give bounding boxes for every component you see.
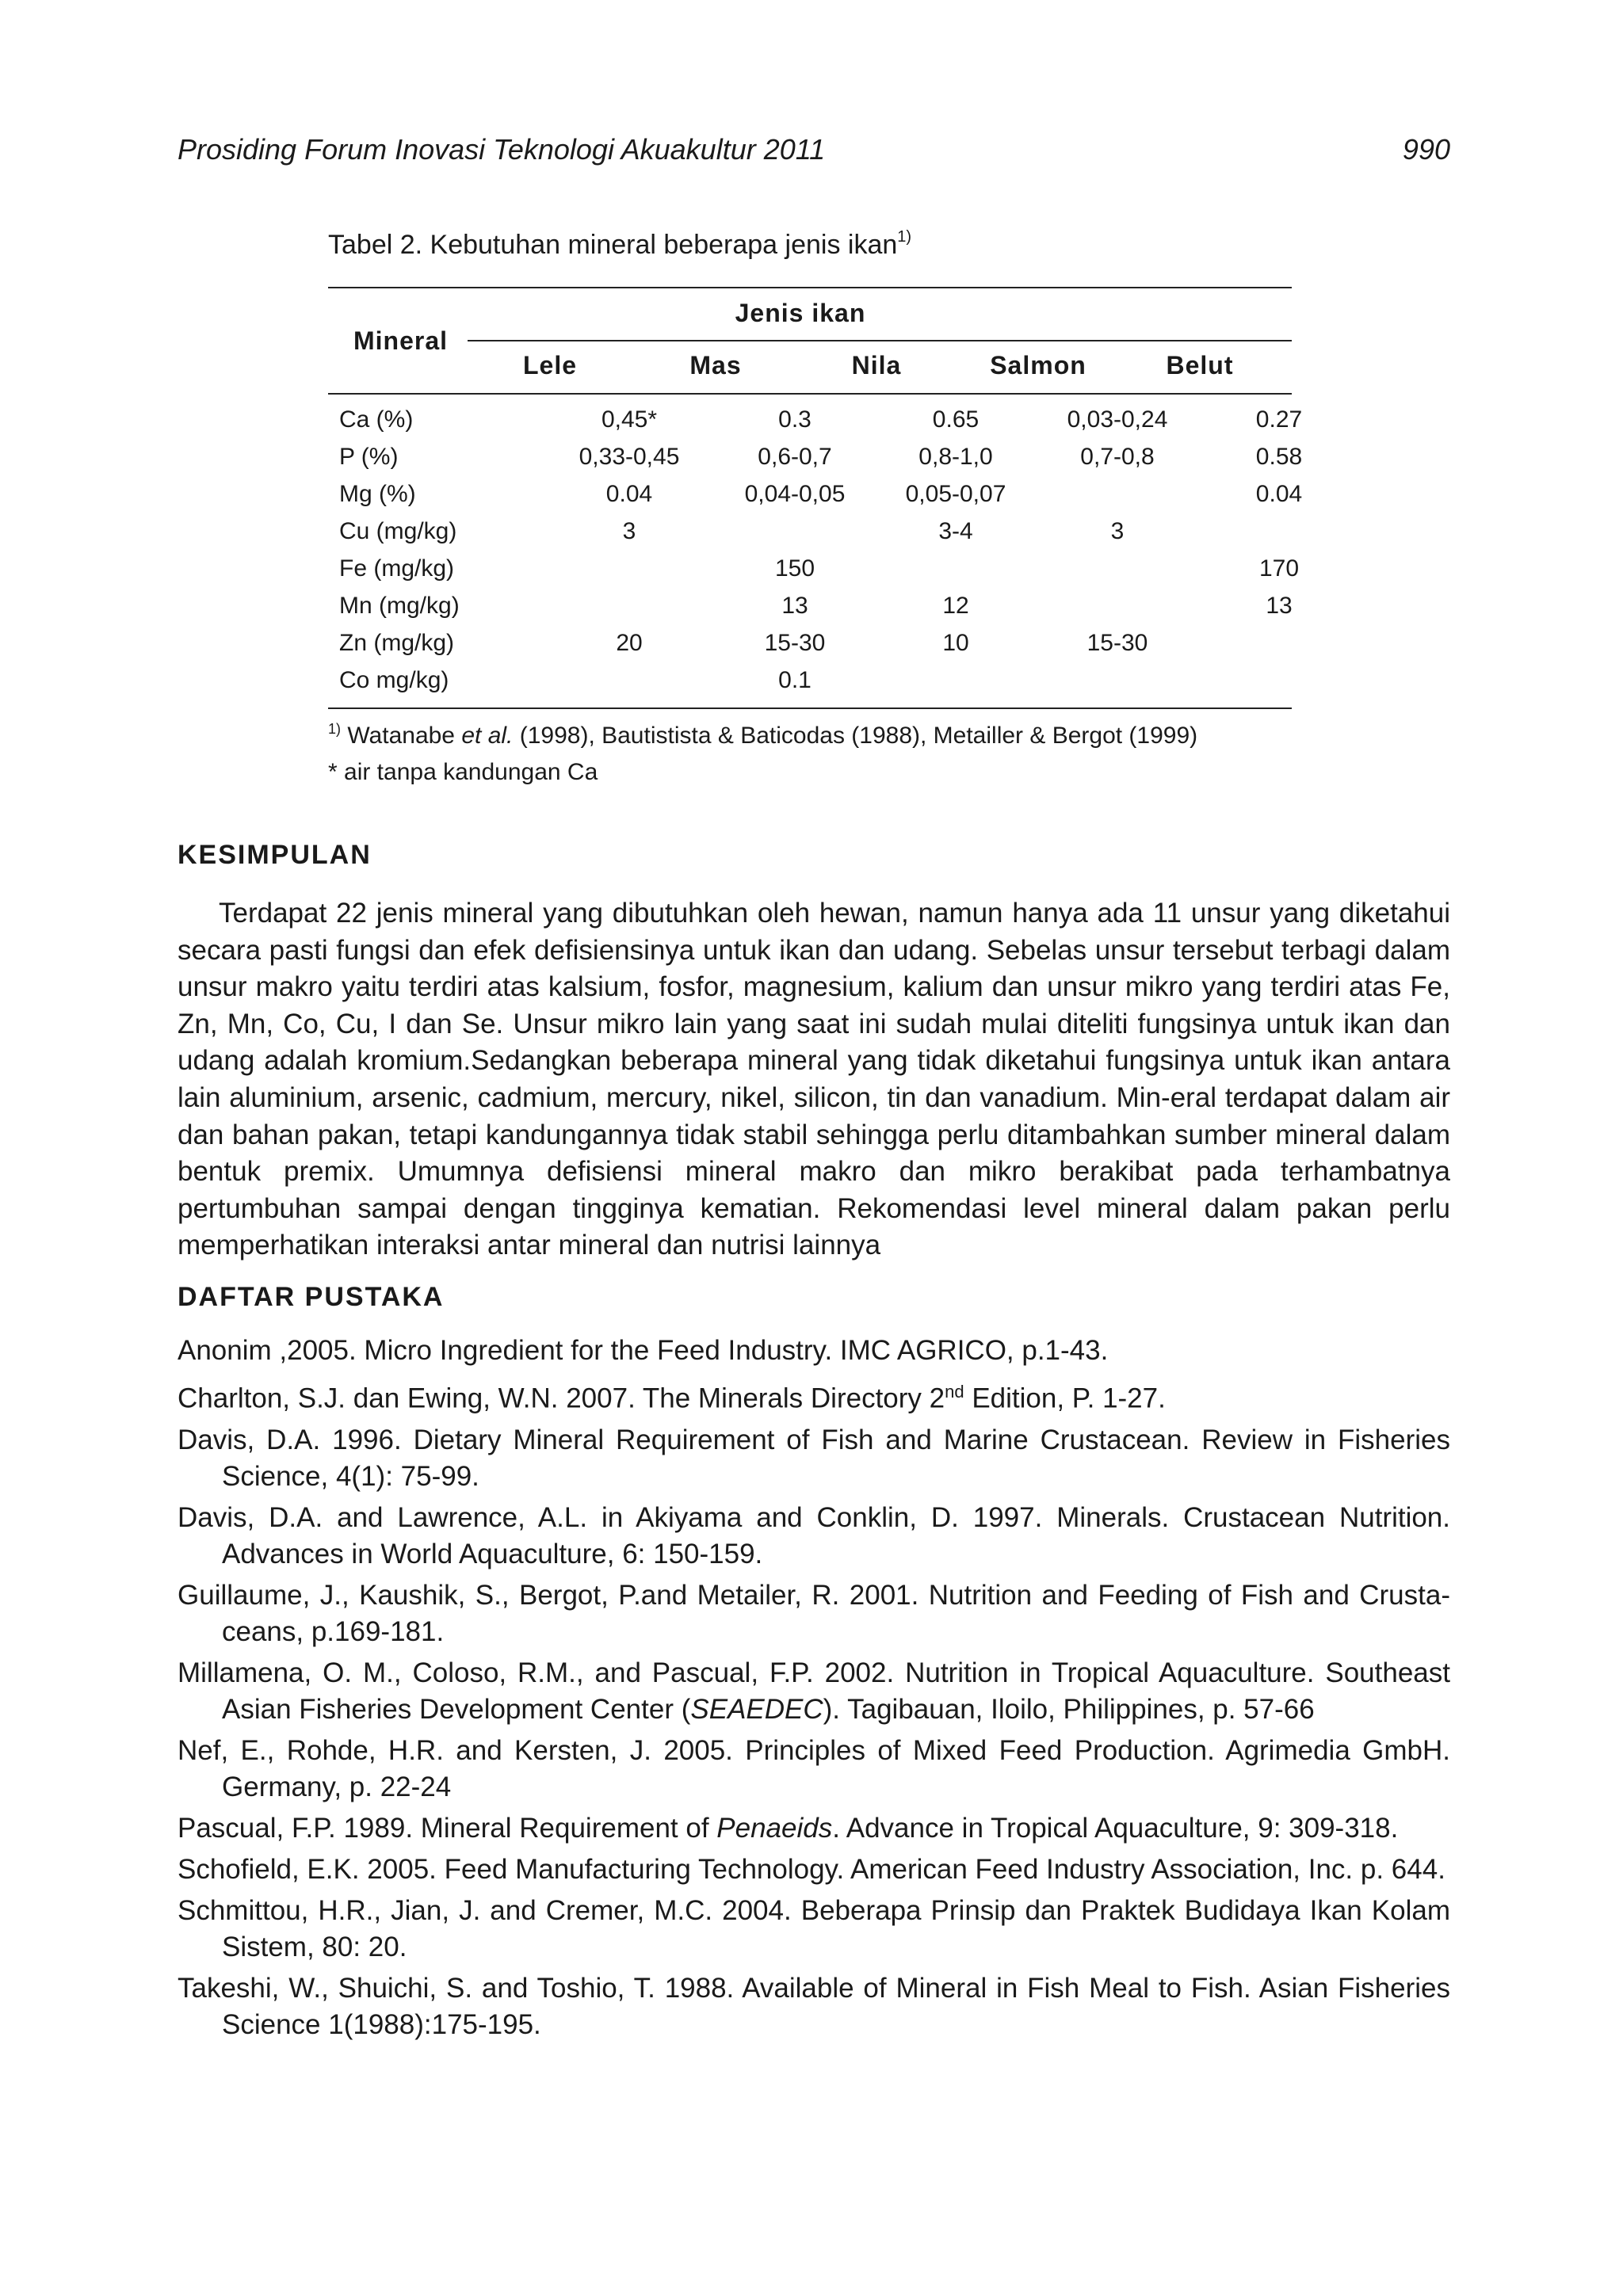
reference-italic: Penaeids: [716, 1812, 833, 1844]
reference-item: [178, 1810, 1450, 1847]
table-row: [328, 593, 1292, 629]
row-label: P (%): [339, 444, 399, 470]
table-group-rule: [468, 340, 1292, 341]
reference-text: Millamena, O. M., Coloso, R.M., and Pascual, F.P. 2002. Nutrition in Tropical Aquaculture. Southeast Asian Fisheries Development Center (: [178, 1657, 1450, 1725]
table-cell: 13: [781, 593, 808, 619]
reference-text: Edition, P. 1-27.: [964, 1383, 1166, 1414]
daftar-pustaka-heading: DAFTAR PUSTAKA: [178, 1282, 445, 1312]
footnote-text-b: (1998), Bautistista & Baticodas (1988), Metailler & Bergot (1999): [513, 723, 1198, 749]
table-cell: 0.58: [1255, 444, 1303, 470]
footnote-marker: 1): [328, 721, 342, 737]
table-cell: 0,04-0,05: [744, 481, 846, 507]
table-cell: 3-4: [938, 518, 973, 544]
table-bottom-rule: [328, 707, 1292, 709]
table-cell: 15-30: [764, 630, 826, 656]
table-cell: 0.04: [1255, 481, 1303, 507]
row-label: Zn (mg/kg): [339, 630, 455, 656]
table-cell: 3: [1110, 518, 1125, 544]
reference-item: Takeshi, W., Shuichi, S. and Toshio, T. 1988. Available of Mineral in Fish Meal to Fish. Asian Fisheries Science 1(1988):175-195.: [178, 1972, 1450, 2040]
table-cell: 0.3: [778, 406, 812, 433]
table-cell: 0,45*: [601, 406, 658, 433]
reference-item: Anonim ,2005. Micro Ingredient for the Feed Industry. IMC AGRICO, p.1-43.: [178, 1335, 1109, 1366]
running-head: [178, 133, 1450, 173]
table-footnote-asterisk: * air tanpa kandungan Ca: [328, 759, 598, 785]
reference-italic: SEAEDEC: [690, 1693, 823, 1725]
header-mineral: Mineral: [353, 326, 449, 355]
table-caption-sup: 1): [897, 228, 912, 246]
journal-title: Prosiding Forum Inovasi Teknologi Akuakultur 2011: [178, 133, 826, 166]
table-header-rule: [328, 393, 1292, 395]
table-cell: 15-30: [1086, 630, 1148, 656]
table-row: [328, 481, 1303, 517]
kesimpulan-heading: KESIMPULAN: [178, 840, 372, 870]
reference-text: Charlton, S.J. dan Ewing, W.N. 2007. The Minerals Directory 2: [178, 1383, 945, 1414]
table-row: [328, 444, 1303, 480]
table-cell: 0.1: [778, 667, 812, 693]
reference-text: ). Tagibauan, Iloilo, Philippines, p. 57-66: [823, 1693, 1315, 1725]
reference-text: . Advance in Tropical Aquaculture, 9: 309-318.: [832, 1812, 1399, 1844]
row-label: Fe (mg/kg): [339, 555, 455, 582]
table-cell: 13: [1266, 593, 1293, 619]
row-label: Mn (mg/kg): [339, 593, 460, 619]
reference-item: Schofield, E.K. 2005. Feed Manufacturing Technology. American Feed Industry Association, Inc. p. 644.: [178, 1853, 1445, 1885]
footnote-text-a: Watanabe: [341, 723, 462, 749]
reference-item: Guillaume, J., Kaushik, S., Bergot, P.and Metailer, R. 2001. Nutrition and Feeding of Fish and Crusta-ceans, p.169-181.: [178, 1579, 1450, 1647]
table-cell: 0,8-1,0: [918, 444, 993, 470]
table-row: [328, 518, 1292, 555]
row-label: Mg (%): [339, 481, 416, 507]
table-row: [328, 667, 1292, 704]
table-cell: 20: [616, 630, 643, 656]
table-cell: 10: [942, 630, 969, 656]
table-cell: 0,05-0,07: [905, 481, 1006, 507]
reference-item: Nef, E., Rohde, H.R. and Kersten, J. 2005. Principles of Mixed Feed Production. Agrimedia GmbH. Germany, p. 22-24: [178, 1734, 1450, 1802]
reference-item: Davis, D.A. 1996. Dietary Mineral Requirement of Fish and Marine Crustacean. Review in Fisheries Science, 4(1): 75-99.: [178, 1424, 1450, 1492]
table-footnote-source: [328, 723, 1197, 749]
footnote-text-italic: et al.: [461, 723, 514, 749]
reference-sup: nd: [945, 1382, 964, 1402]
table-top-rule: [328, 287, 1292, 288]
table-cell: 0,33-0,45: [579, 444, 680, 470]
header-nila: Nila: [851, 351, 902, 379]
table-caption: [328, 230, 911, 261]
table-cell: 0.65: [932, 406, 980, 433]
table-caption-text: Tabel 2. Kebutuhan mineral beberapa jenis ikan: [328, 230, 898, 260]
table-cell: 0,7-0,8: [1080, 444, 1155, 470]
table-row: [328, 406, 1303, 443]
table-cell: 12: [942, 593, 969, 619]
reference-item: [178, 1374, 1450, 1417]
table-cell: 3: [622, 518, 636, 544]
table-cell: 0.27: [1255, 406, 1303, 433]
row-label: Co mg/kg): [339, 667, 449, 693]
row-label: Ca (%): [339, 406, 414, 433]
header-salmon: Salmon: [990, 351, 1086, 379]
table-cell: 150: [774, 555, 815, 582]
reference-text: Pascual, F.P. 1989. Mineral Requirement of: [178, 1812, 717, 1844]
table-cell: 0,6-0,7: [758, 444, 832, 470]
header-mas: Mas: [689, 351, 742, 379]
reference-item: Davis, D.A. and Lawrence, A.L. in Akiyama and Conklin, D. 1997. Minerals. Crustacean Nutrition. Advances in World Aquaculture, 6: 150-159.: [178, 1501, 1450, 1569]
kesimpulan-paragraph: Terdapat 22 jenis mineral yang dibutuhkan oleh hewan, namun hanya ada 11 unsur yang diketahui secara pasti fungsi dan efek defisiensinya untuk ikan dan udang. Sebelas unsur tersebut terbagi dalam unsur makro yaitu terdiri atas kalsium, fosfor, magnesium, kalium dan unsur mikro yang terdiri atas Fe, Zn, Mn, Co, Cu, I dan Se. Unsur mikro lain yang saat ini sudah mulai diteliti fungsinya untuk ikan dan udang adalah kromium.Sedangkan beberapa mineral yang tidak diketahui fungsinya untuk ikan antara lain aluminium, arsenic, cadmium, mercury, nikel, silicon, tin dan vanadium. Min-eral terdapat dalam air dan bahan pakan, tetapi kandungannya tidak stabil sehingga perlu ditambahkan sumber mineral dalam bentuk premix. Umumnya defisiensi mineral makro dan mikro berakibat pada terhambatnya pertumbuhan sampai dengan tingginya kematian. Rekomendasi level mineral dalam pakan perlu memperhatikan interaksi antar mineral dan nutrisi lainnya: [178, 898, 1450, 1261]
reference-item: Schmittou, H.R., Jian, J. and Cremer, M.C. 2004. Beberapa Prinsip dan Praktek Budidaya Ikan Kolam Sistem, 80: 20.: [178, 1894, 1450, 1962]
table-cell: 170: [1258, 555, 1300, 582]
reference-list: [178, 1333, 1450, 2048]
reference-item: [178, 1655, 1450, 1728]
row-label: Cu (mg/kg): [339, 518, 457, 544]
table-cell: 0.04: [605, 481, 653, 507]
table-row: [328, 555, 1300, 592]
header-lele: Lele: [522, 351, 578, 379]
table-row: [328, 630, 1292, 666]
header-belut: Belut: [1166, 351, 1234, 379]
table-cell: 0,03-0,24: [1067, 406, 1168, 433]
page-number: 990: [1402, 133, 1450, 166]
header-jenis-ikan: Jenis ikan: [735, 299, 866, 327]
